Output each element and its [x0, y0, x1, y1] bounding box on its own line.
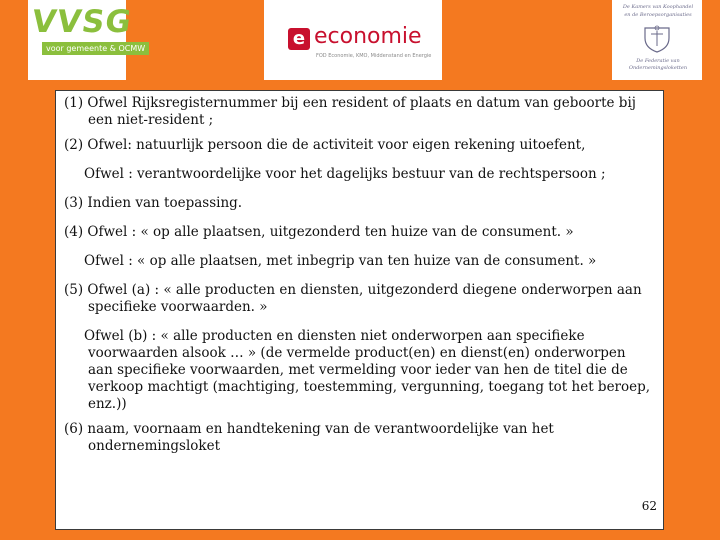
footnote-1: (1) Ofwel Rijksregisternummer bij een resident of plaats en datum van geboorte bij een niet-resident ; — [64, 95, 636, 128]
economie-mark-icon: e — [288, 28, 310, 50]
federation-logo-line2: en de Beroepsorganisaties — [624, 12, 692, 18]
federation-logo-line4: Ondernemingsloketten — [628, 65, 688, 71]
federation-logo — [612, 0, 702, 80]
economie-logo-word: economie — [314, 24, 422, 49]
footnote-3: (3) Indien van toepassing. — [64, 195, 243, 211]
footnotes-panel — [55, 90, 664, 530]
federation-logo-line3: De Federatie van — [636, 58, 680, 64]
vvsg-logo — [28, 0, 146, 80]
vvsg-logo-tagline: voor gemeente & OCMW — [42, 42, 149, 55]
footnote-4-alt: Ofwel : « op alle plaatsen, met inbegrip van ten huize van de consument. » — [84, 253, 597, 269]
coat-of-arms-icon — [639, 24, 675, 54]
federation-logo-line1: De Kamers van Koophandel — [622, 4, 694, 10]
vvsg-logo-letters: VVSG — [29, 4, 135, 40]
footnote-6: (6) naam, voornaam en handtekening van de verantwoordelijke van het ondernemingsloket — [64, 421, 554, 454]
page-number: 62 — [641, 499, 657, 513]
economie-logo — [264, 0, 442, 80]
footnote-5: (5) Ofwel (a) : « alle producten en diensten, uitgezonderd diegene onderworpen aan specifieke voorwaarden. » — [64, 282, 642, 315]
footnote-5-alt: Ofwel (b) : « alle producten en diensten niet onderworpen aan specifieke voorwaarden alsook … » (de vermelde product(en) en dienst(en) onderworpen aan specifieke voorwaarden, met vermelding voor ieder van hen de titel die de verkoop machtigt (machtiging, toestemming, vergunning, toegang tot het beroep, enz.)) — [84, 328, 651, 412]
footnote-2-alt: Ofwel : verantwoordelijke voor het dagelijks bestuur van de rechtspersoon ; — [84, 166, 606, 182]
economie-logo-tagline: FOD Economie, KMO, Middenstand en Energie — [316, 53, 432, 59]
footnote-4: (4) Ofwel : « op alle plaatsen, uitgezonderd ten huize van de consument. » — [64, 224, 574, 240]
footnote-2: (2) Ofwel: natuurlijk persoon die de activiteit voor eigen rekening uitoefent, — [64, 137, 586, 153]
